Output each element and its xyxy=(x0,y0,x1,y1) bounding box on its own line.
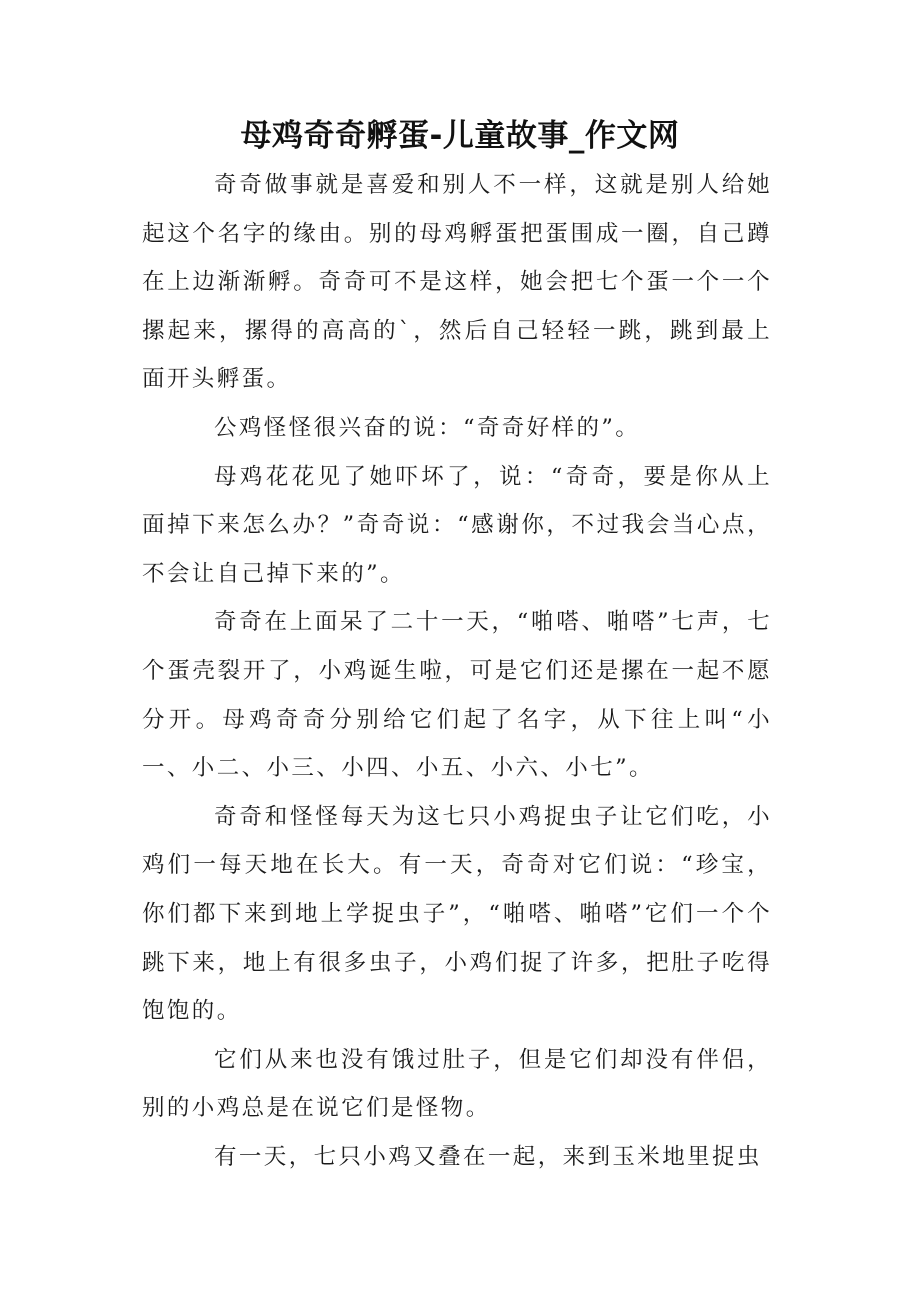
document-body xyxy=(142,161,772,1181)
paragraph: 公鸡怪怪很兴奋的说：“奇奇好样的”。 xyxy=(214,414,641,441)
document-title: 母鸡奇奇孵蛋-儿童故事_作文网 xyxy=(240,118,680,154)
paragraph: 有一天，七只小鸡又叠在一起，来到玉米地里捉虫 xyxy=(214,1143,762,1170)
paragraph: 奇奇和怪怪每天为这七只小鸡捉虫子让它们吃，小鸡们一每天地在长大。有一天，奇奇对它们说：“珍宝，你们都下来到地上学捉虫子”，“啪嗒、啪嗒”它们一个个跳下来，地上有很多虫子，小鸡们捉了许多，把肚子吃得饱饱的。 xyxy=(142,803,772,1025)
paragraph: 它们从来也没有饿过肚子，但是它们却没有伴侣，别的小鸡总是在说它们是怪物。 xyxy=(142,1046,772,1122)
paragraph: 母鸡花花见了她吓坏了，说：“奇奇，要是你从上面掉下来怎么办？”奇奇说：“感谢你，不过我会当心点，不会让自己掉下来的”。 xyxy=(142,463,772,587)
paragraph: 奇奇在上面呆了二十一天，“啪嗒、啪嗒”七声，七个蛋壳裂开了，小鸡诞生啦，可是它们还是摞在一起不愿分开。母鸡奇奇分别给它们起了名字，从下往上叫“小一、小二、小三、小四、小五、小六、小七”。 xyxy=(142,609,772,782)
paragraph: 奇奇做事就是喜爱和别人不一样，这就是别人给她起这个名字的缘由。别的母鸡孵蛋把蛋围成一圈，自己蹲在上边渐渐孵。奇奇可不是这样，她会把七个蛋一个一个摞起来，摞得的高高的`，然后自己轻轻一跳，跳到最上面开头孵蛋。 xyxy=(142,172,772,393)
